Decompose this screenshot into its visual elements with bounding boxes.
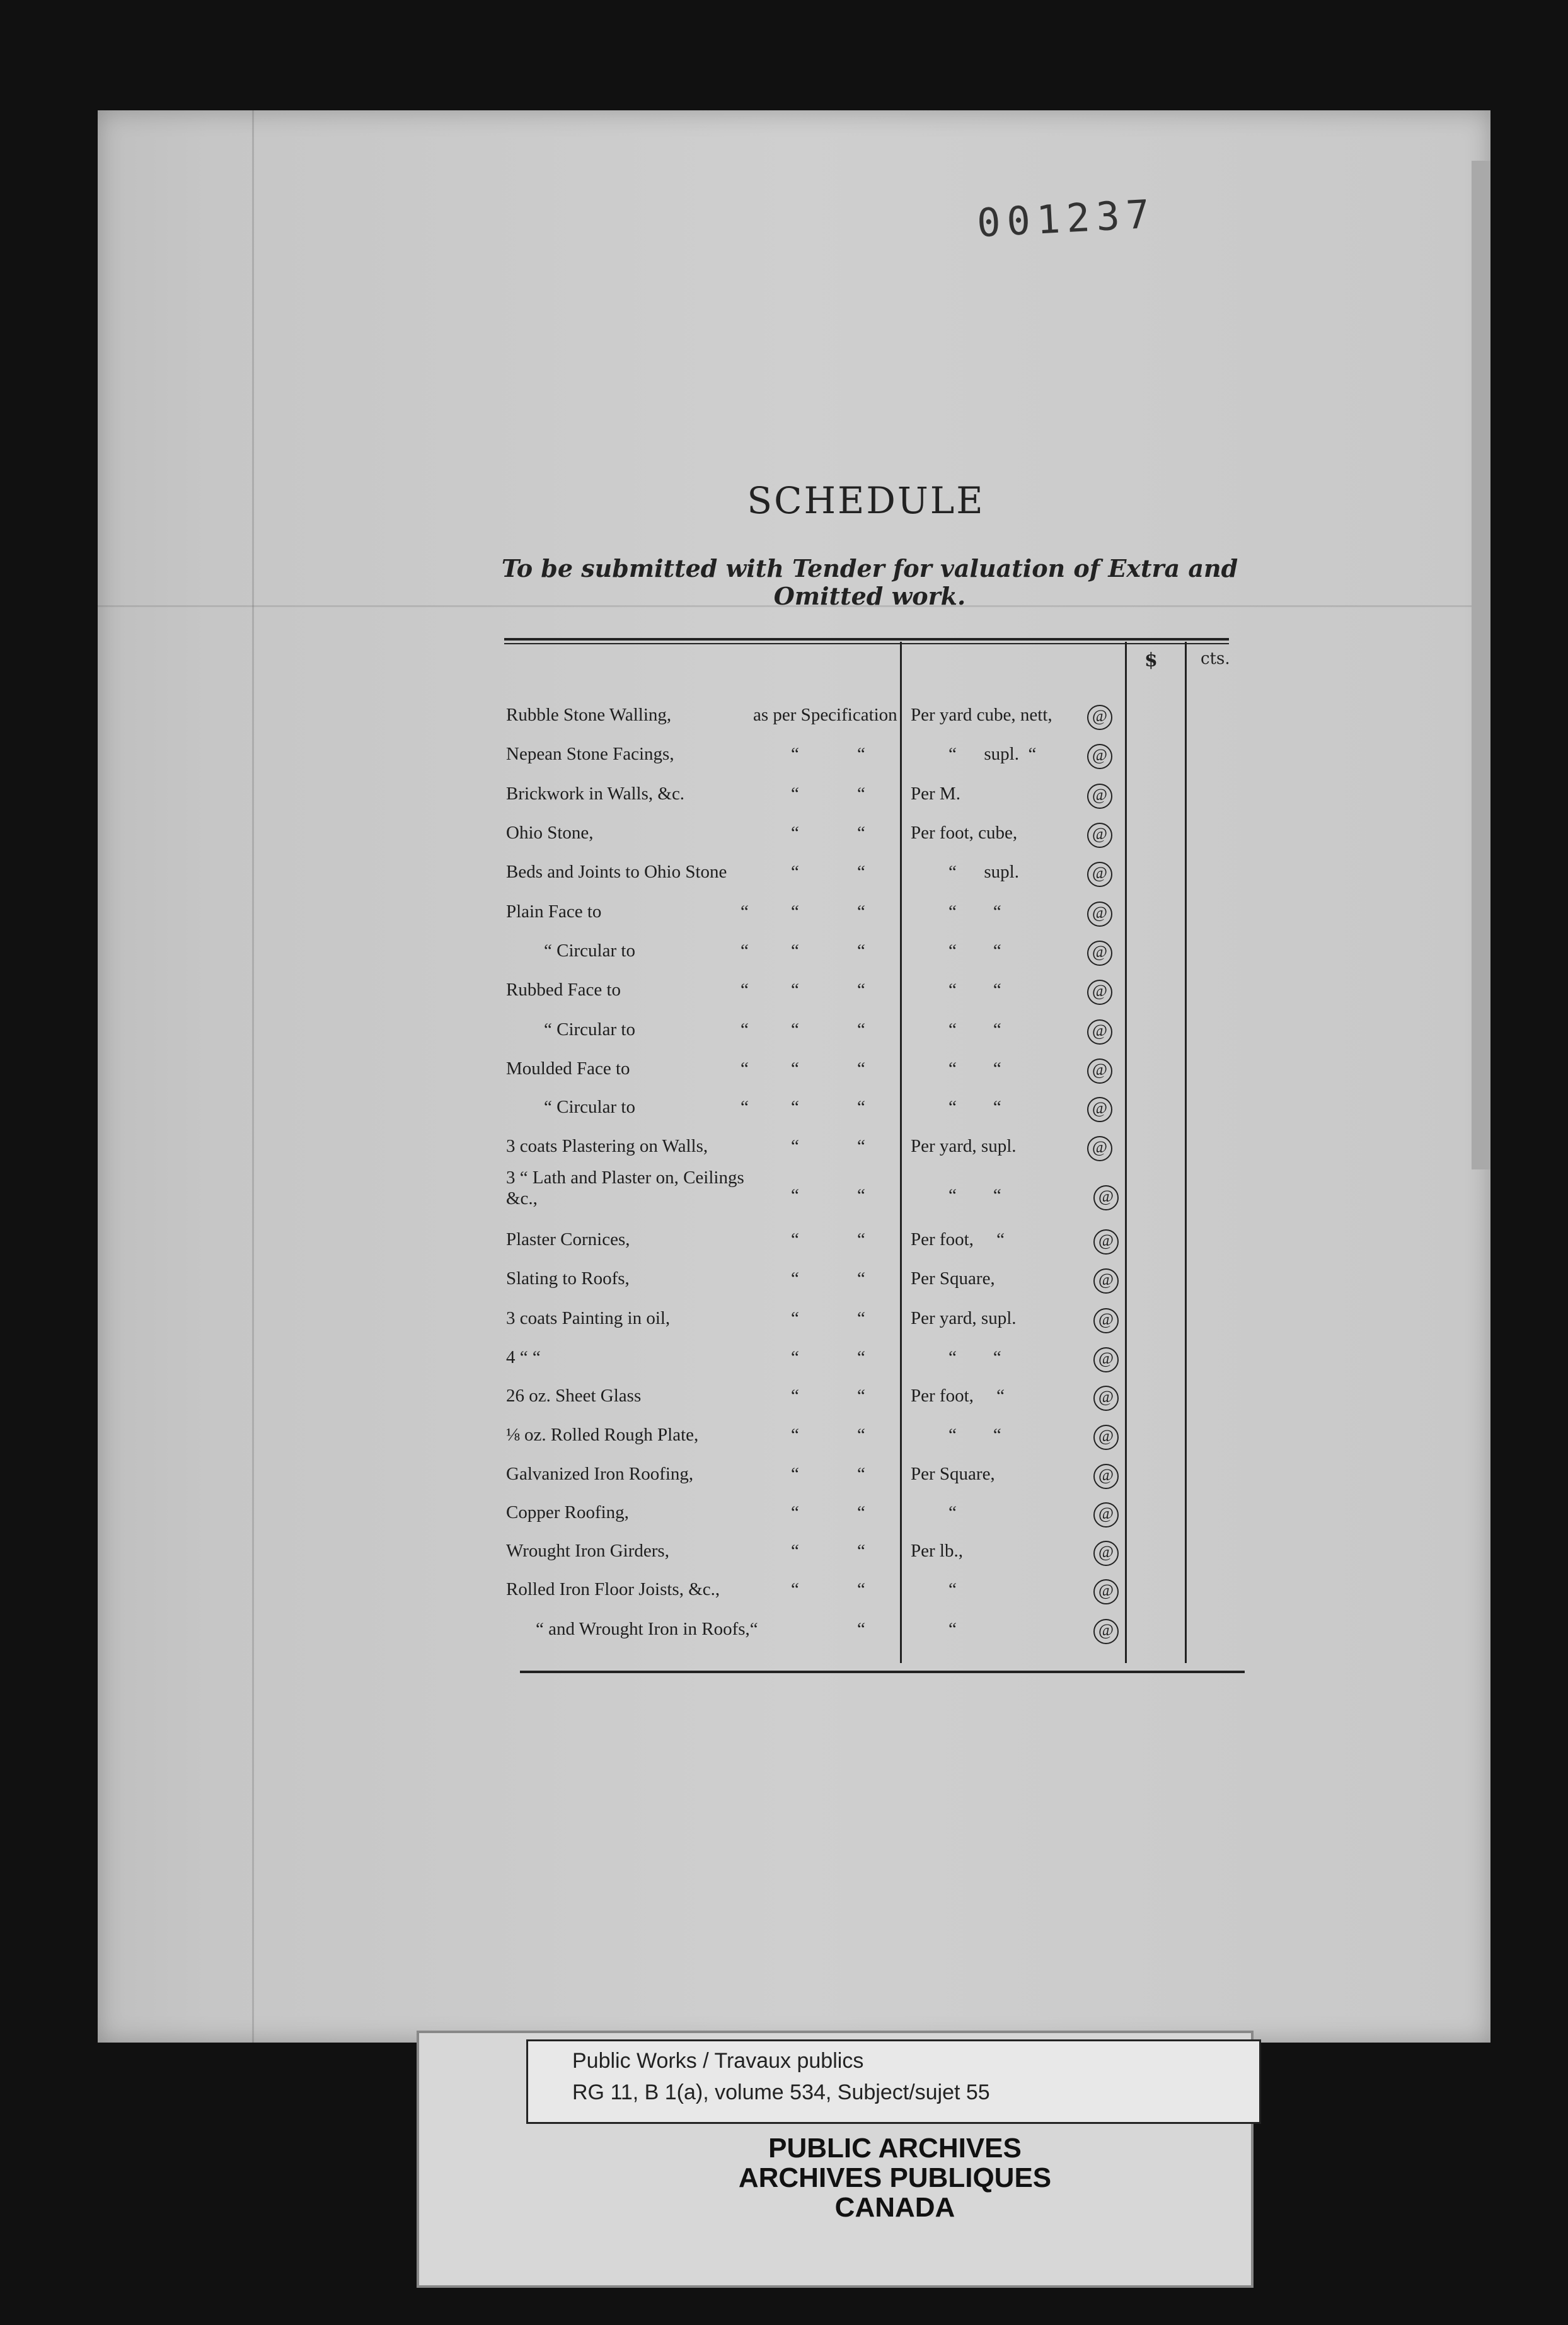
- row-ditto-b: “: [857, 1619, 865, 1639]
- row-ditto-a: “: [791, 1185, 799, 1205]
- row-ditto-a: “: [791, 744, 799, 764]
- row-ditto-a: “: [791, 1347, 799, 1367]
- table-row: [0, 1168, 1568, 1223]
- row-item: 3 coats Painting in oil,: [506, 1308, 671, 1328]
- subtitle-line-2: Omitted work.: [773, 581, 966, 610]
- rate-at-symbol: @: [1087, 744, 1112, 769]
- table-row: [0, 902, 1568, 939]
- row-ditto-b: “: [857, 1136, 865, 1156]
- row-ditto-a: “: [791, 1097, 799, 1117]
- row-ditto-b: “: [857, 1347, 865, 1367]
- rate-at-symbol: @: [1087, 705, 1112, 730]
- row-ditto-a: “: [791, 823, 799, 843]
- row-ditto-a: “: [791, 1386, 799, 1406]
- row-ditto-a: “: [791, 784, 799, 804]
- rate-at-symbol: @: [1087, 1058, 1112, 1084]
- row-ditto-b: “: [857, 1502, 865, 1522]
- row-ditto-a: “: [791, 1019, 799, 1040]
- row-item: Moulded Face to: [506, 1058, 630, 1079]
- row-ditto-a: “: [791, 1268, 799, 1289]
- table-row: [0, 1619, 1568, 1657]
- row-item: Plain Face to: [506, 902, 602, 922]
- row-ditto-a: “: [791, 941, 799, 961]
- archive-reference: RG 11, B 1(a), volume 534, Subject/sujet 55: [572, 2080, 990, 2104]
- row-ditto-b: “: [857, 1425, 865, 1445]
- rate-at-symbol: @: [1093, 1619, 1119, 1644]
- rate-at-symbol: @: [1087, 1019, 1112, 1045]
- rate-at-symbol: @: [1087, 980, 1112, 1005]
- row-item: Rolled Iron Floor Joists, &c.,: [506, 1579, 720, 1599]
- row-unit: “ supl.: [948, 862, 1019, 882]
- row-item: Rubbed Face to: [506, 980, 621, 1000]
- page-title: [0, 479, 1568, 522]
- row-item: “ and Wrought Iron in Roofs,“: [536, 1619, 758, 1639]
- row-ditto-a: “: [791, 980, 799, 1000]
- row-ditto-b: “: [857, 744, 865, 764]
- table-row: [0, 1502, 1568, 1540]
- row-ditto-pre: “: [741, 902, 749, 922]
- row-ditto-b: “: [857, 1579, 865, 1599]
- table-row: [0, 1541, 1568, 1579]
- table-row: [0, 823, 1568, 861]
- subtitle-line-1: To be submitted with Tender for valuation of Extra and: [501, 554, 1238, 583]
- row-ditto-b: “: [857, 1268, 865, 1289]
- table-row: [0, 1268, 1568, 1306]
- row-item: Wrought Iron Girders,: [506, 1541, 669, 1561]
- archive-department: Public Works / Travaux publics: [572, 2049, 864, 2073]
- row-item: Slating to Roofs,: [506, 1268, 630, 1289]
- archives-stamp-line-1: PUBLIC ARCHIVES: [768, 2133, 1022, 2164]
- rate-at-symbol: @: [1093, 1579, 1119, 1604]
- row-ditto-pre: “: [741, 980, 749, 1000]
- row-ditto-b: “: [857, 862, 865, 882]
- row-unit: “ “: [948, 980, 1001, 1000]
- table-row: [0, 1347, 1568, 1385]
- table-row: [0, 1136, 1568, 1174]
- row-item: Plaster Cornices,: [506, 1229, 630, 1249]
- rate-at-symbol: @: [1093, 1386, 1119, 1411]
- table-row: [0, 1579, 1568, 1617]
- row-unit: “: [948, 1502, 957, 1522]
- table-row: [0, 1425, 1568, 1463]
- row-unit: Per Square,: [911, 1464, 995, 1484]
- row-unit: Per yard cube, nett,: [911, 705, 1052, 725]
- row-ditto-a: “: [791, 1541, 799, 1561]
- row-ditto-a: “: [791, 1308, 799, 1328]
- row-unit: Per yard, supl.: [911, 1308, 1017, 1328]
- row-ditto-b: “: [857, 823, 865, 843]
- row-ditto-pre: “: [741, 1097, 749, 1117]
- row-unit: “: [948, 1579, 957, 1599]
- row-ditto-a: “: [791, 1425, 799, 1445]
- title-text: SCHEDULE: [747, 479, 985, 522]
- row-unit: “ “: [948, 1347, 1001, 1367]
- row-ditto-b: “: [857, 1308, 865, 1328]
- row-unit: Per foot, cube,: [911, 823, 1018, 843]
- rate-at-symbol: @: [1087, 902, 1112, 927]
- row-ditto-b: “: [857, 1464, 865, 1484]
- archives-stamp-line-3: CANADA: [834, 2192, 955, 2223]
- archive-reference-card: [526, 2039, 1261, 2124]
- row-item: Rubble Stone Walling,: [506, 705, 672, 725]
- row-unit: “ “: [948, 1185, 1001, 1205]
- table-row: [0, 1464, 1568, 1502]
- row-item: Beds and Joints to Ohio Stone: [506, 862, 727, 882]
- table-row: [0, 1308, 1568, 1346]
- row-item: 3 coats Plastering on Walls,: [506, 1136, 708, 1156]
- row-ditto-a: “: [791, 1579, 799, 1599]
- row-ditto-a: “: [791, 862, 799, 882]
- table-row: [0, 1386, 1568, 1423]
- column-header-cents: cts.: [1201, 649, 1230, 668]
- table-top-rule-thin: [504, 643, 1229, 644]
- table-row: [0, 862, 1568, 900]
- row-ditto-b: “: [857, 1541, 865, 1561]
- page-edge: [1472, 161, 1490, 1169]
- row-item: Ohio Stone,: [506, 823, 594, 843]
- rate-at-symbol: @: [1093, 1185, 1119, 1210]
- table-row: [0, 1097, 1568, 1135]
- row-unit: “ “: [948, 1097, 1001, 1117]
- row-ditto-a: “: [791, 1058, 799, 1079]
- row-ditto-b: “: [857, 1386, 865, 1406]
- row-item: Brickwork in Walls, &c.: [506, 784, 685, 804]
- page-subtitle: [492, 555, 1248, 610]
- rate-at-symbol: @: [1093, 1347, 1119, 1372]
- row-item: “ Circular to: [544, 941, 635, 961]
- rate-at-symbol: @: [1087, 941, 1112, 966]
- row-unit: Per lb.,: [911, 1541, 963, 1561]
- row-ditto-b: “: [857, 1229, 865, 1249]
- row-item: Nepean Stone Facings,: [506, 744, 674, 764]
- table-row: [0, 1058, 1568, 1096]
- rate-at-symbol: @: [1087, 784, 1112, 809]
- row-item: 26 oz. Sheet Glass: [506, 1386, 642, 1406]
- row-ditto-a: “: [791, 1229, 799, 1249]
- table-row: [0, 744, 1568, 782]
- document-number-stamp: 001237: [976, 190, 1157, 246]
- row-unit: “ “: [948, 1058, 1001, 1079]
- rate-at-symbol: @: [1093, 1502, 1119, 1528]
- row-item: 3 “ Lath and Plaster on, Ceilings &c.,: [506, 1168, 744, 1209]
- row-unit: Per Square,: [911, 1268, 995, 1289]
- row-ditto-pre: “: [741, 1019, 749, 1040]
- rate-at-symbol: @: [1093, 1229, 1119, 1255]
- rate-at-symbol: @: [1093, 1425, 1119, 1450]
- row-ditto-b: “: [857, 902, 865, 922]
- column-header-dollars: $: [1144, 649, 1158, 671]
- rate-at-symbol: @: [1093, 1541, 1119, 1566]
- row-ditto-b: “: [857, 980, 865, 1000]
- row-item: Copper Roofing,: [506, 1502, 629, 1522]
- table-top-rule: [504, 638, 1229, 641]
- row-ditto-a: “: [791, 1464, 799, 1484]
- table-row: [0, 1229, 1568, 1267]
- rate-at-symbol: @: [1087, 823, 1112, 848]
- rate-at-symbol: @: [1093, 1268, 1119, 1294]
- row-unit: Per foot, “: [911, 1386, 1005, 1406]
- row-unit: “ “: [948, 941, 1001, 961]
- row-unit: “ “: [948, 1019, 1001, 1040]
- rate-at-symbol: @: [1093, 1308, 1119, 1333]
- row-ditto-b: “: [857, 1185, 865, 1205]
- row-unit: “ supl. “: [948, 744, 1037, 764]
- row-unit: “: [948, 1619, 957, 1639]
- table-row: [0, 980, 1568, 1018]
- rate-at-symbol: @: [1087, 862, 1112, 887]
- row-unit: Per M.: [911, 784, 960, 804]
- row-spec: as per Specification: [753, 705, 897, 725]
- row-unit: Per foot, “: [911, 1229, 1005, 1249]
- table-row: [0, 1019, 1568, 1057]
- row-unit: “ “: [948, 1425, 1001, 1445]
- archives-stamp-line-2: ARCHIVES PUBLIQUES: [738, 2162, 1052, 2193]
- table-bottom-rule: [520, 1671, 1245, 1673]
- row-unit: “ “: [948, 902, 1001, 922]
- row-item: “ Circular to: [544, 1097, 635, 1117]
- row-ditto-b: “: [857, 1019, 865, 1040]
- row-ditto-a: “: [791, 902, 799, 922]
- row-ditto-b: “: [857, 1058, 865, 1079]
- row-ditto-b: “: [857, 941, 865, 961]
- table-row: [0, 941, 1568, 978]
- row-item: “ Circular to: [544, 1019, 635, 1040]
- rate-at-symbol: @: [1087, 1136, 1112, 1161]
- row-unit: Per yard, supl.: [911, 1136, 1017, 1156]
- table-row: [0, 705, 1568, 743]
- row-item: Galvanized Iron Roofing,: [506, 1464, 694, 1484]
- row-ditto-pre: “: [741, 1058, 749, 1079]
- row-ditto-b: “: [857, 1097, 865, 1117]
- row-ditto-pre: “: [741, 941, 749, 961]
- row-item: 4 “ “: [506, 1347, 541, 1367]
- rate-at-symbol: @: [1093, 1464, 1119, 1489]
- row-ditto-a: “: [791, 1502, 799, 1522]
- row-ditto-a: “: [791, 1136, 799, 1156]
- table-row: [0, 784, 1568, 821]
- row-ditto-b: “: [857, 784, 865, 804]
- row-item: ⅛ oz. Rolled Rough Plate,: [506, 1425, 699, 1445]
- rate-at-symbol: @: [1087, 1097, 1112, 1122]
